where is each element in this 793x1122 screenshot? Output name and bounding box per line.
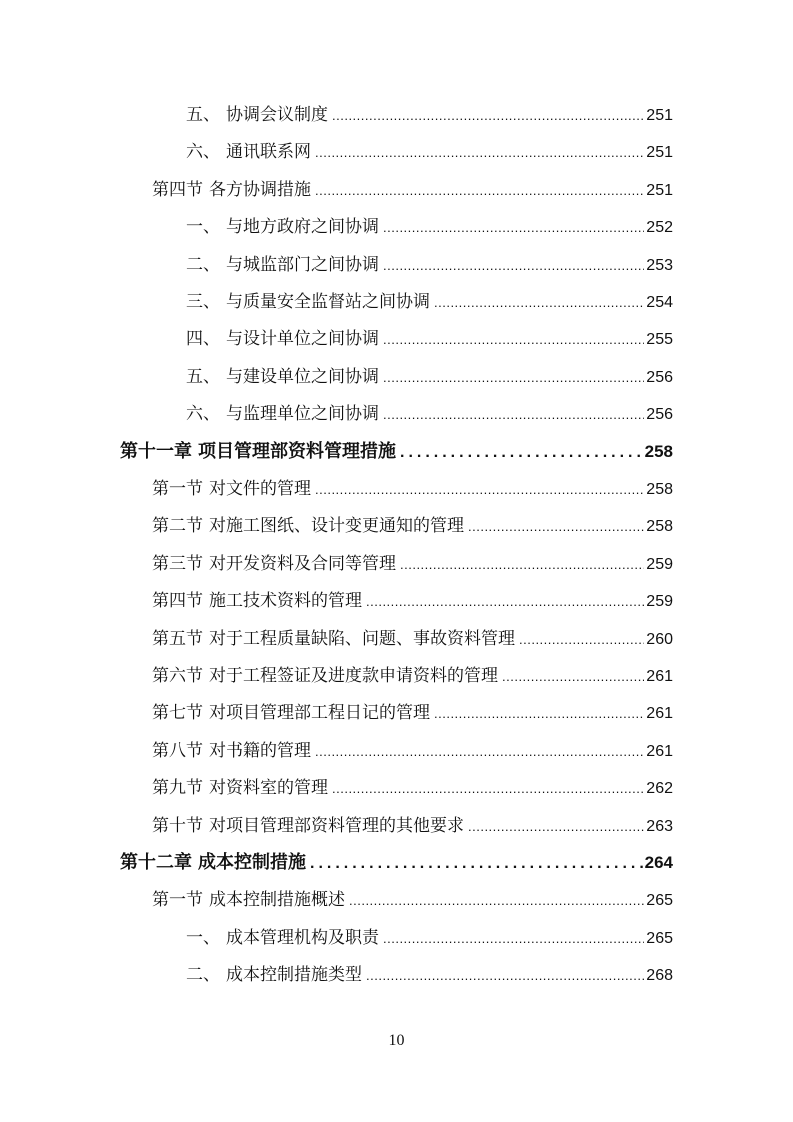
dot-leader [468, 812, 644, 842]
toc-entry-title: 与建设单位之间协调 [226, 366, 379, 387]
toc-entry-number: 第六节 [152, 666, 203, 686]
dot-leader [310, 849, 643, 879]
toc-entry-number: 六、 [186, 404, 220, 425]
toc-entry-title: 协调会议制度 [226, 105, 328, 125]
dot-leader [315, 176, 644, 206]
dot-leader [383, 213, 644, 243]
toc-entry-title: 对施工图纸、设计变更通知的管理 [209, 516, 464, 537]
toc-entry-page: 251 [646, 144, 673, 162]
toc-entry-number: 第十一章 [120, 440, 192, 462]
dot-leader [468, 512, 644, 542]
toc-entry-page: 252 [646, 219, 673, 237]
dot-leader [383, 924, 644, 954]
dot-leader [366, 587, 644, 617]
dot-leader [434, 288, 644, 318]
toc-entry-title: 与监理单位之间协调 [226, 404, 379, 425]
toc-entry-page: 258 [644, 441, 673, 461]
toc-entry[interactable] [152, 736, 673, 766]
toc-entry-page: 259 [646, 593, 673, 611]
toc-entry[interactable] [186, 923, 673, 953]
toc-entry[interactable] [152, 549, 673, 579]
toc-entry-title: 通讯联系网 [226, 142, 311, 163]
toc-entry-page: 265 [646, 929, 673, 947]
toc-entry-page: 261 [646, 742, 673, 760]
toc-entry-page: 256 [646, 406, 673, 424]
toc-entry[interactable] [120, 437, 673, 467]
toc-entry-title: 对于工程质量缺陷、问题、事故资料管理 [209, 628, 515, 649]
toc-entry[interactable] [152, 624, 673, 654]
toc-entry-page: 254 [646, 294, 673, 311]
toc-entry-page: 261 [646, 668, 673, 685]
toc-entry-title: 与城监部门之间协调 [226, 254, 379, 275]
toc-entry-number: 六、 [186, 142, 220, 163]
toc-entry-title: 对于工程签证及进度款申请资料的管理 [209, 666, 498, 686]
toc-entry[interactable] [186, 100, 673, 130]
toc-entry-page: 263 [646, 817, 673, 835]
toc-entry-number: 四、 [186, 329, 220, 350]
toc-entry-title: 项目管理部资料管理措施 [198, 440, 396, 462]
toc-entry[interactable] [186, 212, 673, 242]
dot-leader [315, 138, 644, 168]
toc-entry-title: 成本管理机构及职责 [226, 927, 379, 948]
dot-leader [434, 699, 644, 729]
toc-entry-page: 253 [646, 256, 673, 274]
dot-leader [315, 737, 644, 767]
toc-entry[interactable] [152, 474, 673, 504]
toc-entry-title: 与设计单位之间协调 [226, 329, 379, 350]
toc-entry-page: 268 [646, 967, 673, 985]
toc-entry[interactable] [186, 287, 673, 317]
toc-entry[interactable] [152, 885, 673, 915]
toc-entry-number: 第十二章 [120, 852, 192, 873]
toc-entry-page: 264 [644, 853, 673, 872]
toc-entry[interactable] [186, 960, 673, 990]
toc-entry[interactable] [186, 250, 673, 280]
toc-entry-title: 对开发资料及合同等管理 [209, 553, 396, 574]
toc-entry-number: 二、 [186, 254, 220, 275]
dot-leader [383, 363, 644, 393]
toc-entry-page: 261 [646, 705, 673, 723]
toc-entry-title: 对资料室的管理 [209, 778, 328, 799]
toc-entry[interactable] [186, 137, 673, 167]
toc-entry-title: 对项目管理部工程日记的管理 [209, 703, 430, 724]
toc-entry-title: 成本控制措施概述 [209, 890, 345, 911]
toc-entry-page: 251 [646, 181, 673, 199]
toc-entry-number: 第八节 [152, 740, 203, 761]
toc-entry-number: 第十节 [152, 815, 203, 836]
toc-entry-number: 第四节 [152, 591, 203, 612]
dot-leader [400, 438, 643, 468]
toc-entry-page: 259 [646, 555, 673, 573]
toc-entry-title: 成本控制措施 [198, 852, 306, 873]
toc-entry[interactable] [152, 661, 673, 691]
dot-leader [383, 325, 644, 355]
toc-entry[interactable] [152, 511, 673, 541]
dot-leader [519, 625, 644, 655]
toc-entry-number: 三、 [186, 292, 220, 312]
toc-entry-page: 255 [646, 331, 673, 349]
dot-leader [349, 886, 644, 916]
toc-entry-title: 对书籍的管理 [209, 740, 311, 761]
toc-entry-number: 第二节 [152, 516, 203, 537]
dot-leader [332, 774, 644, 804]
toc-entry-number: 第九节 [152, 778, 203, 799]
page-number: 10 [388, 1032, 405, 1049]
toc-entry[interactable] [186, 324, 673, 354]
toc-entry-number: 第三节 [152, 553, 203, 574]
toc-entry-number: 第一节 [152, 479, 203, 499]
toc-entry[interactable] [152, 773, 673, 803]
toc-entry-title: 对项目管理部资料管理的其他要求 [209, 815, 464, 836]
toc-entry-number: 一、 [186, 927, 220, 948]
toc-entry-number: 一、 [186, 217, 220, 238]
toc-entry[interactable] [152, 698, 673, 728]
toc-entry-page: 265 [646, 892, 673, 910]
toc-entry[interactable] [120, 848, 673, 878]
toc-entry-title: 成本控制措施类型 [226, 965, 362, 986]
toc-entry-page: 258 [646, 481, 673, 498]
dot-leader [502, 662, 644, 692]
toc-entry-page: 251 [646, 107, 673, 124]
toc-entry[interactable] [186, 399, 673, 429]
dot-leader [400, 550, 644, 580]
toc-entry-number: 二、 [186, 965, 220, 986]
toc-entry[interactable] [152, 175, 673, 205]
toc-entry-page: 260 [646, 630, 673, 648]
toc-entry-number: 五、 [186, 105, 220, 125]
toc-entry-page: 256 [646, 368, 673, 386]
toc-entry[interactable] [186, 362, 673, 392]
toc-entry-title: 施工技术资料的管理 [209, 591, 362, 612]
toc-entry-number: 五、 [186, 366, 220, 387]
toc-entry[interactable] [152, 811, 673, 841]
toc-entry-number: 第七节 [152, 703, 203, 724]
dot-leader [315, 475, 644, 505]
dot-leader [383, 251, 644, 281]
dot-leader [332, 101, 644, 131]
toc-entry-number: 第一节 [152, 890, 203, 911]
toc-entry[interactable] [152, 586, 673, 616]
toc-entry-page: 262 [646, 780, 673, 798]
toc-entry-title: 与质量安全监督站之间协调 [226, 292, 430, 312]
dot-leader [383, 400, 644, 430]
toc-entry-number: 第四节 [152, 179, 203, 200]
toc-entry-title: 各方协调措施 [209, 179, 311, 200]
dot-leader [366, 961, 644, 991]
toc-entry-title: 与地方政府之间协调 [226, 217, 379, 238]
toc-entry-page: 258 [646, 518, 673, 536]
toc-entry-title: 对文件的管理 [209, 479, 311, 499]
toc-entry-number: 第五节 [152, 628, 203, 649]
